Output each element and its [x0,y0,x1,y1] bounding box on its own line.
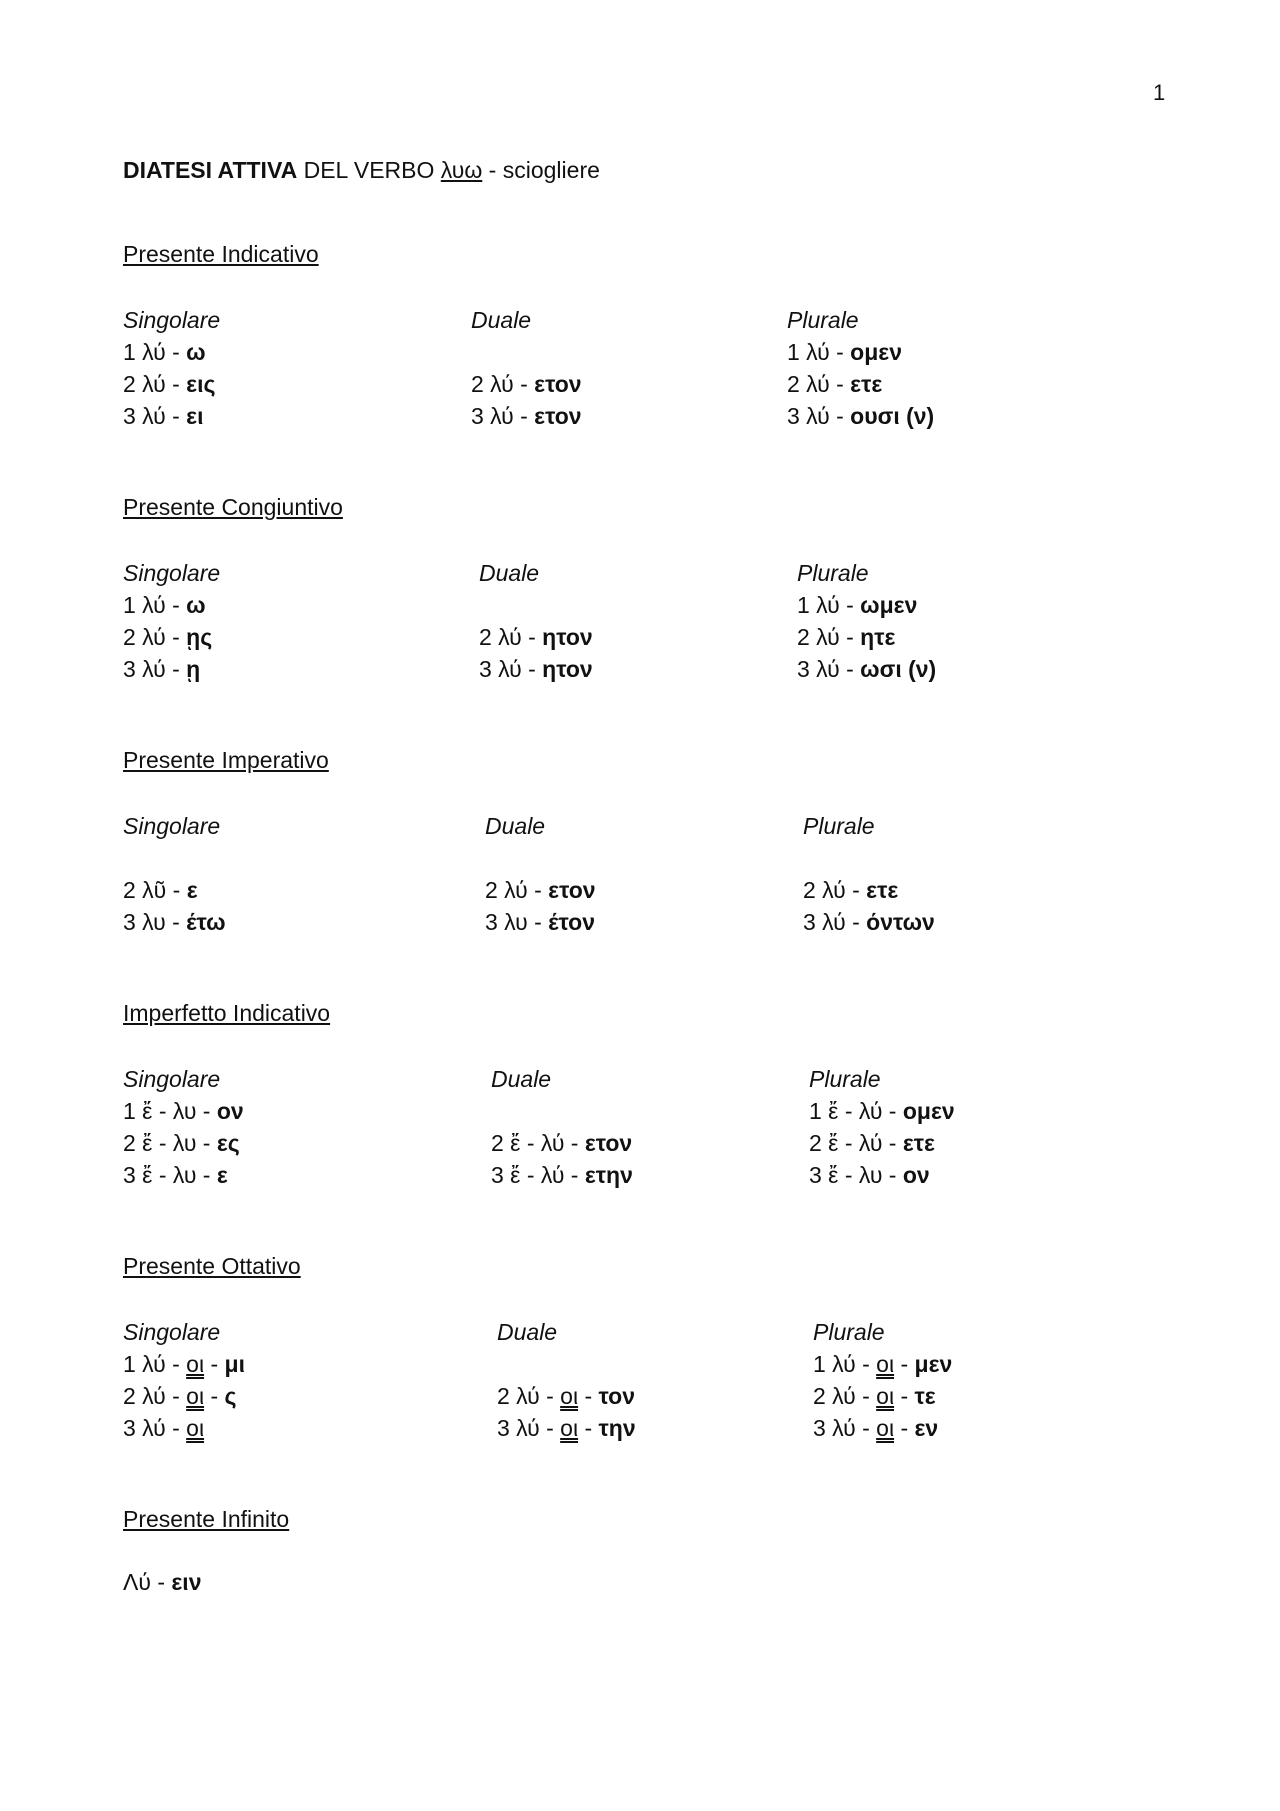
section-title: Presente Indicativo [123,241,319,267]
column-plurale [787,304,1087,432]
column-duale [485,810,785,938]
form-line: 1 λύ - ω [123,592,206,618]
form-line [803,842,1103,874]
column-singolare [123,557,423,685]
form-line: 2 λύ - οι - τον [497,1383,635,1409]
page-number: 1 [1153,80,1166,105]
form-line [471,336,771,368]
column-duale [479,557,779,685]
form-line: 3 λύ - ῃ [123,656,201,682]
form-line: 2 λύ - εις [123,371,216,397]
form-line: 3 λύ - όντων [803,909,935,935]
form-line: 2 λύ - ῃς [123,624,213,650]
section-title: Presente Infinito [123,1506,290,1532]
form-line: 3 λύ - ωσι (ν) [797,656,937,682]
column-plurale [809,1063,1109,1191]
column-head: Singolare [123,1319,221,1345]
form-line [479,589,779,621]
column-singolare [123,304,423,432]
column-duale [497,1316,797,1444]
column-head: Plurale [813,1319,885,1345]
title-verb: λυω [440,157,483,183]
column-head: Duale [485,813,546,839]
column-head: Duale [471,307,532,333]
form-line: 2 λῦ - ε [123,877,198,903]
form-line: 3 λυ - έτον [485,909,595,935]
column-plurale [803,810,1103,938]
column-plurale [797,557,1097,685]
column-head: Singolare [123,560,221,586]
form-line: 3 λύ - οι - εν [813,1415,939,1441]
column-head: Plurale [797,560,869,586]
form-line: 2 λύ - οι - ς [123,1383,237,1409]
column-singolare [123,810,423,938]
column-head: Plurale [803,813,875,839]
form-line: 3 λυ - έτω [123,909,226,935]
column-head: Plurale [787,307,859,333]
form-line: 1 λύ - οι - μεν [813,1351,953,1377]
form-line: 2 λύ - ετον [485,877,596,903]
form-line: 1 λύ - ω [123,339,206,365]
form-line: 2 ἔ - λύ - ετον [491,1130,633,1156]
form-line: 2 λύ - ετε [803,877,899,903]
section-title: Presente Congiuntivo [123,494,343,520]
column-head: Plurale [809,1066,881,1092]
section-title: Imperfetto Indicativo [123,1000,331,1026]
form-line: 2 λύ - ετον [471,371,582,397]
form-line: 3 ἔ - λυ - ε [123,1162,228,1188]
section-title: Presente Ottativo [123,1253,301,1279]
form-line [123,842,423,874]
form-line: 2 λύ - ητον [479,624,593,650]
form-line: 2 λύ - ετε [787,371,883,397]
document-title [123,157,600,184]
form-line: 2 ἔ - λυ - ες [123,1130,240,1156]
column-plurale [813,1316,1113,1444]
form-line: 2 ἔ - λύ - ετε [809,1130,935,1156]
form-line [491,1095,791,1127]
form-line: 1 λύ - οι - μι [123,1351,245,1377]
column-singolare [123,1316,423,1444]
column-head: Duale [491,1066,552,1092]
form-line: 3 λύ - ει [123,403,204,429]
column-duale [491,1063,791,1191]
form-line: 3 ἔ - λυ - ον [809,1162,930,1188]
column-head: Singolare [123,307,221,333]
form-line [485,842,785,874]
form-line: 3 λύ - ετον [471,403,582,429]
form-line: 2 λύ - οι - τε [813,1383,936,1409]
title-rest: - sciogliere [482,157,600,183]
column-head: Singolare [123,1066,221,1092]
column-singolare [123,1063,423,1191]
form-line: 2 λύ - ητε [797,624,896,650]
form-line: 3 λύ - οι [123,1415,205,1441]
form-line: 3 λύ - ουσι (ν) [787,403,935,429]
form-line: 1 λύ - ωμεν [797,592,918,618]
form-line: 3 λύ - ητον [479,656,593,682]
column-duale [471,304,771,432]
infinitive-form: Λύ - ειν [123,1569,202,1595]
form-line [497,1348,797,1380]
form-line: 1 ἔ - λύ - ομεν [809,1098,955,1124]
form-line: 3 λύ - οι - την [497,1415,636,1441]
column-head: Duale [479,560,540,586]
title-bold: DIATESI ATTIVA [123,157,298,183]
title-middle: DEL VERBO [297,157,441,183]
column-head: Singolare [123,813,221,839]
section-title: Presente Imperativo [123,747,329,773]
form-line: 1 λύ - ομεν [787,339,902,365]
form-line: 3 ἔ - λύ - ετην [491,1162,633,1188]
form-line: 1 ἔ - λυ - ον [123,1098,244,1124]
column-head: Duale [497,1319,558,1345]
